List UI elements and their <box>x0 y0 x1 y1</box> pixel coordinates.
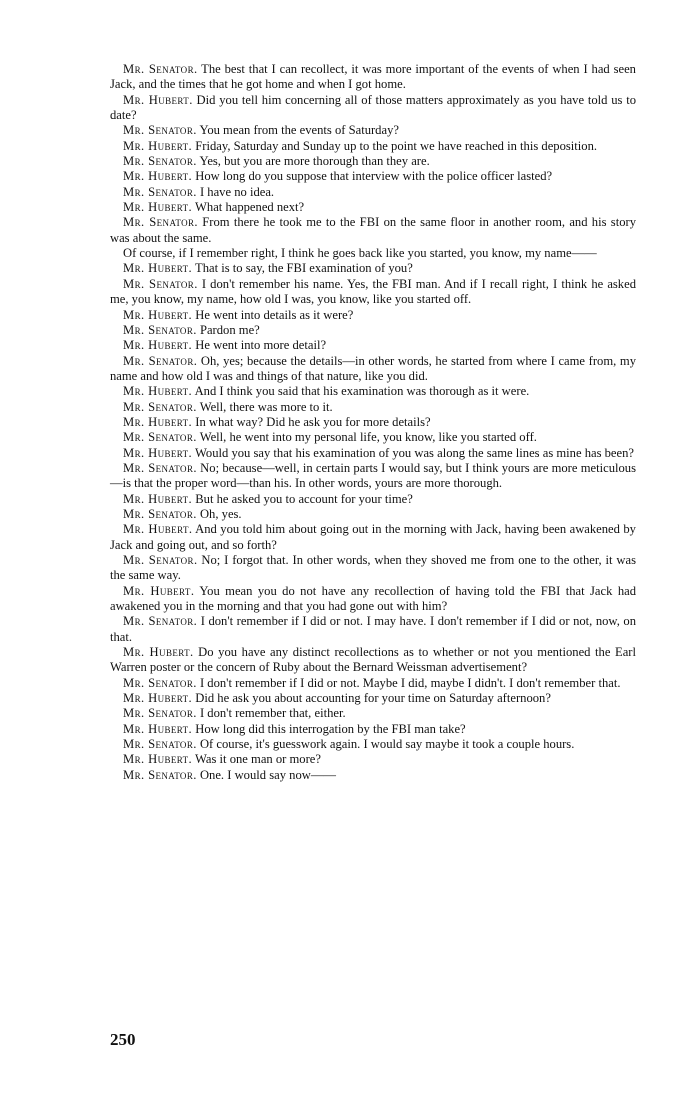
transcript-body <box>110 62 636 783</box>
paragraph-text: Would you say that his examination of you was along the same lines as mine has been? <box>195 445 634 460</box>
paragraph-text: I don't remember if I did or not. Maybe I did, maybe I didn't. I don't remember that. <box>199 675 621 690</box>
paragraph-text: Did he ask you about accounting for your time on Saturday afternoon? <box>195 691 551 706</box>
transcript-paragraph <box>110 584 636 615</box>
speaker-label: Mr. Hubert. <box>123 721 193 736</box>
speaker-label: Mr. Hubert. <box>123 522 193 537</box>
speaker-label: Mr. Senator. <box>123 62 198 76</box>
paragraph-text: Yes, but you are more thorough than they are. <box>199 154 430 169</box>
paragraph-text: In what way? Did he ask you for more details? <box>195 414 431 429</box>
transcript-paragraph <box>110 246 636 261</box>
paragraph-text: That is to say, the FBI examination of you? <box>195 261 413 276</box>
transcript-paragraph <box>110 676 636 691</box>
speaker-label: Mr. Hubert. <box>123 414 193 429</box>
paragraph-text: No; I forgot that. In other words, when they shoved me from one to the other, it was the same way. <box>110 553 637 583</box>
paragraph-text: Oh, yes. <box>199 506 242 521</box>
paragraph-text: And I think you said that his examination was thorough as it were. <box>194 384 530 399</box>
paragraph-text: Pardon me? <box>199 322 260 337</box>
paragraph-text: Do you have any distinct recollections as to whether or not you mentioned the Earl Warren poster or the concern of Ruby about the Bernard Weissman advertisement? <box>110 645 636 675</box>
paragraph-text: You mean from the events of Saturday? <box>199 123 399 138</box>
transcript-paragraph <box>110 384 636 399</box>
speaker-label: Mr. Hubert. <box>123 338 193 353</box>
paragraph-text: Of course, if I remember right, I think he goes back like you started, you know, my name—— <box>123 246 597 261</box>
paragraph-text: I don't remember his name. Yes, the FBI man. And if I recall right, I think he asked me, you know, my name, how old I was, you know, like you started off. <box>110 276 636 307</box>
transcript-paragraph <box>110 415 636 430</box>
speaker-label: Mr. Senator. <box>123 553 198 567</box>
paragraph-text: No; because—well, in certain parts I would say, but I think yours are more meticulous—is that the proper word—than his. In other words, yours are more thorough. <box>110 460 636 491</box>
speaker-label: Mr. Hubert. <box>123 645 194 660</box>
paragraph-text: How long do you suppose that interview with the police officer lasted? <box>195 169 553 184</box>
transcript-paragraph <box>110 706 636 721</box>
speaker-label: Mr. Senator. <box>123 706 197 721</box>
transcript-paragraph <box>110 430 636 445</box>
paragraph-text: Did you tell him concerning all of those matters approximately as you have told us to date? <box>110 92 636 123</box>
paragraph-text: Oh, yes; because the details—in other words, he started from where I came from, my name and how old I was and things of that nature, like you did. <box>110 353 636 383</box>
speaker-label: Mr. Hubert. <box>123 92 193 107</box>
speaker-label: Mr. Senator. <box>123 737 197 752</box>
paragraph-text: Of course, it's guesswork again. I would say maybe it took a couple hours. <box>199 737 575 752</box>
paragraph-text: Friday, Saturday and Sunday up to the point we have reached in this deposition. <box>195 138 598 153</box>
speaker-label: Mr. Senator. <box>123 215 198 230</box>
paragraph-text: He went into details as it were? <box>195 307 354 322</box>
transcript-paragraph <box>110 215 636 246</box>
speaker-label: Mr. Senator. <box>123 767 197 782</box>
transcript-paragraph <box>110 185 636 200</box>
transcript-paragraph <box>110 691 636 706</box>
transcript-paragraph <box>110 522 636 553</box>
transcript-paragraph <box>110 93 636 124</box>
transcript-paragraph <box>110 323 636 338</box>
transcript-paragraph <box>110 261 636 276</box>
transcript-paragraph <box>110 123 636 138</box>
transcript-paragraph <box>110 308 636 323</box>
speaker-label: Mr. Hubert. <box>123 200 193 215</box>
speaker-label: Mr. Hubert. <box>123 445 193 460</box>
speaker-label: Mr. Hubert. <box>123 307 193 322</box>
transcript-paragraph <box>110 645 636 676</box>
page-number: 250 <box>110 1030 136 1049</box>
transcript-paragraph <box>110 752 636 767</box>
speaker-label: Mr. Senator. <box>123 322 197 337</box>
paragraph-text: And you told him about going out in the morning with Jack, having been awakened by Jack and going out, and so forth? <box>110 522 636 552</box>
paragraph-text: I have no idea. <box>199 184 275 199</box>
speaker-label: Mr. Senator. <box>123 353 198 368</box>
paragraph-text: Well, there was more to it. <box>199 399 333 414</box>
transcript-paragraph <box>110 169 636 184</box>
paragraph-text: How long did this interrogation by the FBI man take? <box>195 721 466 736</box>
speaker-label: Mr. Hubert. <box>123 583 195 598</box>
speaker-label: Mr. Senator. <box>123 675 197 690</box>
paragraph-text: The best that I can recollect, it was more important of the events of when I had seen Jack, and the times that he got home and when I got home. <box>110 62 636 92</box>
speaker-label: Mr. Hubert. <box>123 384 193 399</box>
speaker-label: Mr. Hubert. <box>123 752 193 767</box>
transcript-paragraph <box>110 200 636 215</box>
paragraph-text: He went into more detail? <box>195 338 327 353</box>
paragraph-text: But he asked you to account for your time? <box>195 491 413 506</box>
paragraph-text: I don't remember if I did or not. I may have. I don't remember if I did or not, now, on that. <box>110 614 636 644</box>
transcript-paragraph <box>110 461 636 492</box>
paragraph-text: I don't remember that, either. <box>199 706 346 721</box>
transcript-paragraph <box>110 553 636 584</box>
paragraph-text: You mean you do not have any recollection of having told the FBI that Jack had awakened you in the morning and that you had gone out with him? <box>110 583 636 614</box>
paragraph-text: What happened next? <box>195 200 305 215</box>
speaker-label: Mr. Senator. <box>123 123 197 138</box>
speaker-label: Mr. Senator. <box>123 506 197 521</box>
paragraph-text: From there he took me to the FBI on the same floor in another room, and his story was about the same. <box>110 215 636 245</box>
speaker-label: Mr. Hubert. <box>123 138 193 153</box>
transcript-paragraph <box>110 737 636 752</box>
paragraph-text: One. I would say now—— <box>199 767 337 782</box>
speaker-label: Mr. Senator. <box>123 430 197 445</box>
transcript-paragraph <box>110 492 636 507</box>
transcript-paragraph <box>110 768 636 783</box>
transcript-paragraph <box>110 277 636 308</box>
speaker-label: Mr. Senator. <box>123 399 197 414</box>
transcript-paragraph <box>110 722 636 737</box>
transcript-paragraph <box>110 338 636 353</box>
speaker-label: Mr. Senator. <box>123 460 197 475</box>
transcript-paragraph <box>110 62 636 93</box>
speaker-label: Mr. Hubert. <box>123 261 193 276</box>
speaker-label: Mr. Senator. <box>123 614 198 629</box>
transcript-paragraph <box>110 446 636 461</box>
speaker-label: Mr. Hubert. <box>123 491 193 506</box>
speaker-label: Mr. Senator. <box>123 154 197 169</box>
transcript-paragraph <box>110 154 636 169</box>
transcript-paragraph <box>110 507 636 522</box>
paragraph-text: Well, he went into my personal life, you know, like you started off. <box>199 430 537 445</box>
transcript-paragraph <box>110 139 636 154</box>
speaker-label: Mr. Senator. <box>123 276 198 291</box>
speaker-label: Mr. Hubert. <box>123 691 193 706</box>
paragraph-text: Was it one man or more? <box>195 752 321 767</box>
speaker-label: Mr. Hubert. <box>123 169 193 184</box>
transcript-paragraph <box>110 614 636 645</box>
speaker-label: Mr. Senator. <box>123 184 197 199</box>
transcript-paragraph <box>110 354 636 385</box>
transcript-paragraph <box>110 400 636 415</box>
